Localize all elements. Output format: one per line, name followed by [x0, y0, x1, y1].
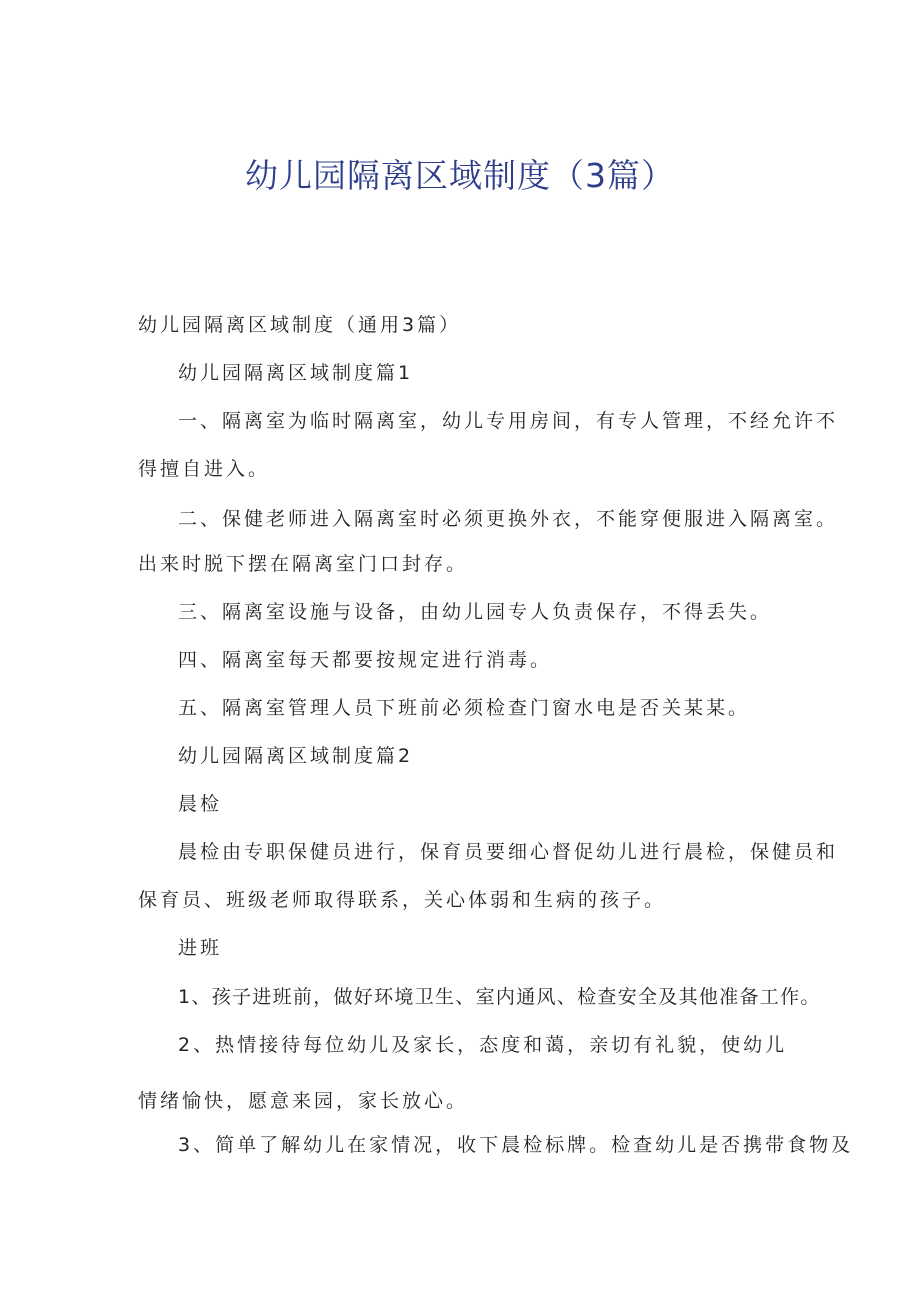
paragraph-line: 情绪愉快，愿意来园，家长放心。 [138, 1090, 469, 1112]
paragraph-line: 1、孩子进班前，做好环境卫生、室内通风、检查安全及其他准备工作。 [178, 986, 821, 1008]
paragraph-line: 四、隔离室每天都要按规定进行消毒。 [178, 649, 553, 671]
paragraph-line: 保育员、班级老师取得联系，关心体弱和生病的孩子。 [138, 889, 667, 911]
page-title: 幼儿园隔离区域制度（3篇） [245, 156, 675, 195]
section-heading-1: 幼儿园隔离区域制度篇1 [178, 362, 414, 384]
paragraph-line: 二、保健老师进入隔离室时必须更换外衣，不能穿便服进入隔离室。 [178, 508, 839, 530]
paragraph-line: 3、简单了解幼儿在家情况，收下晨检标牌。检查幼儿是否携带食物及 [178, 1134, 854, 1156]
paragraph-line: 三、隔离室设施与设备，由幼儿园专人负责保存，不得丢失。 [178, 601, 773, 623]
paragraph-line: 出来时脱下摆在隔离室门口封存。 [138, 553, 469, 575]
paragraph-line: 2、热情接待每位幼儿及家长，态度和蔼，亲切有礼貌，使幼儿 [178, 1034, 788, 1056]
paragraph-line: 得擅自进入。 [138, 458, 271, 480]
section-heading-2: 幼儿园隔离区域制度篇2 [178, 745, 414, 767]
subtitle-line: 幼儿园隔离区域制度（通用3篇） [138, 314, 462, 336]
paragraph-line: 一、隔离室为临时隔离室，幼儿专用房间，有专人管理，不经允许不 [178, 410, 839, 432]
paragraph-line: 晨检由专职保健员进行，保育员要细心督促幼儿进行晨检，保健员和 [178, 841, 839, 863]
subheading-enter-class: 进班 [178, 937, 223, 959]
paragraph-line: 五、隔离室管理人员下班前必须检查门窗水电是否关某某。 [178, 697, 751, 719]
subheading-morning-check: 晨检 [178, 793, 223, 815]
